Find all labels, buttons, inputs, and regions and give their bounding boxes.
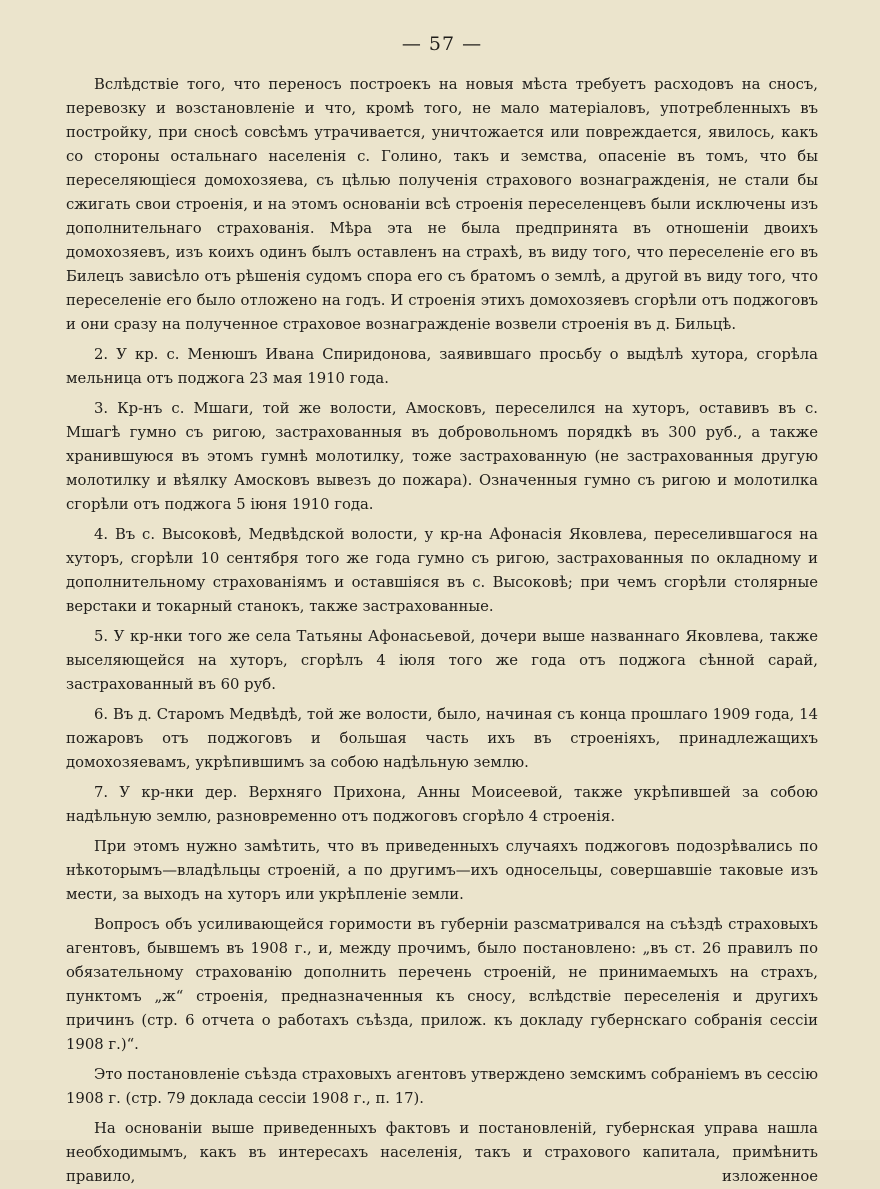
- paragraph-suspects-note: При этомъ нужно замѣтить, что въ приведенныхъ случаяхъ поджоговъ подозрѣвались по нѣкоторымъ—владѣльцы строеній, а по другимъ—ихъ односельцы, совершавшіе таковые изъ мести, за выходъ на хуторъ или укрѣпленіе земли.: [66, 838, 818, 903]
- page-number: — 57 —: [401, 33, 483, 55]
- paragraph-assembly-approval: Это постановленіе съѣзда страховыхъ агентовъ утверждено земскимъ собраніемъ въ сессію 1908 г. (стр. 79 доклада сессіи 1908 г., п. 17).: [66, 1066, 818, 1107]
- paragraph-arson-rationale: Вслѣдствіе того, что переносъ построекъ на новыя мѣста требуетъ расходовъ на сносъ, перевозку и возстановленіе и что, кромѣ того, не мало матеріаловъ, употребленныхъ въ постройку, при сносѣ совсѣмъ утрачивается, уничтожается или повреждается, явилось, какъ со стороны остальнаго населенія с. Голино, такъ и земства, опасеніе въ томъ, что бы переселяющіеся домохозяева, съ цѣлью полученія страхового вознагражденія, не стали бы сжигать свои строенія, и на этомъ основаніи всѣ строенія переселенцевъ были исключены изъ дополнительнаго страхованія. Мѣра эта не была предпринята въ отношеніи двоихъ домохозяевъ, изъ коихъ одинъ былъ оставленъ на страхѣ, въ виду того, что переселеніе его въ Билецъ зависѣло отъ рѣшенія судомъ спора его съ братомъ о землѣ, а другой въ виду того, что переселеніе его было отложено на годъ. И строенія этихъ домохозяевъ сгорѣли отъ поджоговъ и они сразу на полученное страховое вознагражденіе возвели строенія въ д. Бильцѣ.: [66, 76, 818, 333]
- paragraph-case-5: 5. У кр-нки того же села Татьяны Афонасьевой, дочери выше названнаго Яковлева, также выселяющейся на хуторъ, сгорѣлъ 4 іюля того же года отъ поджога сѣнной сарай, застрахованный въ 60 руб.: [66, 628, 818, 693]
- paragraph-case-4: 4. Въ с. Высоковѣ, Медвѣдской волости, у кр-на Афонасія Яковлева, переселившагося на хуторъ, сгорѣли 10 сентября того же года гумно съ ригою, застрахованныя по окладному и дополнительному страхованіямъ и оставшіяся въ с. Высоковѣ; при чемъ сгорѣли столярные верстаки и токарный станокъ, также застрахованные.: [66, 526, 818, 615]
- paragraph-case-6: 6. Въ д. Старомъ Медвѣдѣ, той же волости, было, начиная съ конца прошлаго 1909 года, 14 пожаровъ отъ поджоговъ и большая часть ихъ въ строеніяхъ, принадлежащихъ домохозяевамъ, укрѣпившимъ за собою надѣльную землю.: [66, 706, 818, 771]
- paragraph-case-2: 2. У кр. с. Менюшъ Ивана Спиридонова, заявившаго просьбу о выдѣлѣ хутора, сгорѣла мельница отъ поджога 23 мая 1910 года.: [66, 346, 818, 387]
- paragraph-case-3: 3. Кр-нъ с. Мшаги, той же волости, Амосковъ, переселился на хуторъ, оставивъ въ с. Мшагѣ гумно съ ригою, застрахованныя въ добровольномъ порядкѣ въ 300 руб., а также хранившуюся въ этомъ гумнѣ молотилку, тоже застрахованную (не застрахованныя другую молотилку и вѣялку Амосковъ вывезъ до пожара). Означенныя гумно съ ригою и молотилка сгорѣли отъ поджога 5 іюня 1910 года.: [66, 400, 818, 513]
- paragraph-congress-resolution: Вопросъ объ усиливающейся горимости въ губерніи разсматривался на съѣздѣ страховыхъ агентовъ, бывшемъ въ 1908 г., и, между прочимъ, было постановлено: „въ ст. 26 правилъ по обязательному страхованію дополнить перечень строеній, не принимаемыхъ на страхъ, пунктомъ „ж“ строенія, предназначенныя къ сносу, вслѣдствіе переселенія и другихъ причинъ (стр. 6 отчета о работахъ съѣзда, прилож. къ докладу губернскаго собранія сессіи 1908 г.)“.: [66, 916, 818, 1053]
- paragraph-board-decision: На основаніи выше приведенныхъ фактовъ и постановленій, губернская управа нашла необходимымъ, какъ въ интересахъ населенія, такъ и страхового капитала, примѣнить правило, изложенное: [66, 1120, 818, 1185]
- paragraph-case-7: 7. У кр-нки дер. Верхняго Прихона, Анны Моисеевой, также укрѣпившей за собою надѣльную землю, разновременно отъ поджоговъ сгорѣло 4 строенія.: [66, 784, 818, 825]
